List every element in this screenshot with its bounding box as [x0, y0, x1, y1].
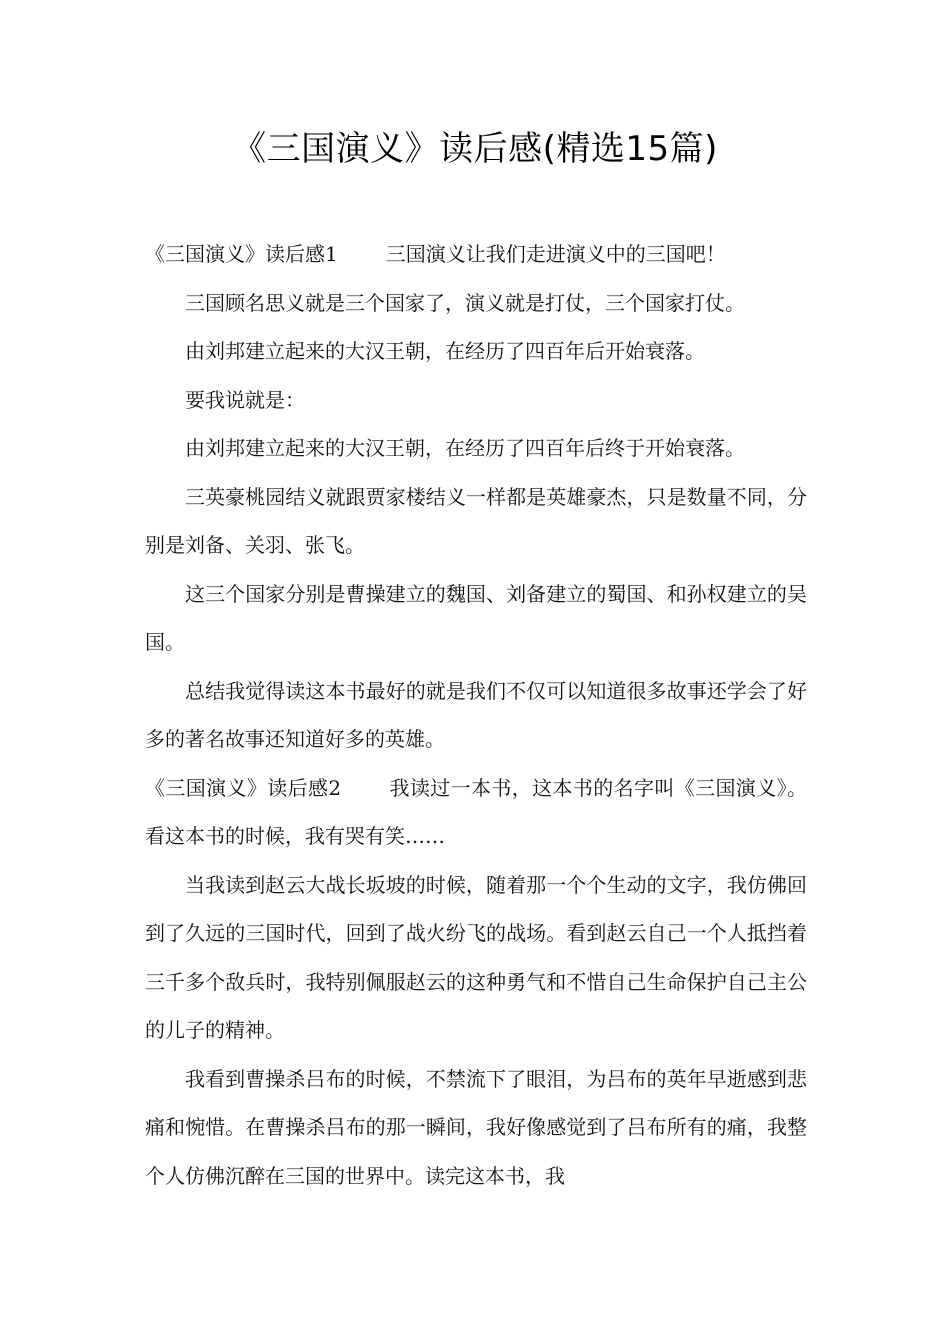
body-paragraph: 总结我觉得读这本书最好的就是我们不仅可以知道很多故事还学会了好多的著名故事还知道好多的英雄。	[145, 678, 807, 751]
section-heading: 《三国演义》读后感1	[145, 242, 338, 266]
section-heading-paragraph	[145, 230, 807, 279]
section-heading-paragraph	[145, 764, 807, 861]
section-heading: 《三国演义》读后感2	[145, 775, 342, 800]
document-body	[145, 230, 807, 1200]
body-paragraph: 由刘邦建立起来的大汉王朝，在经历了四百年后开始衰落。	[185, 339, 705, 363]
body-paragraph: 三英豪桃园结义就跟贾家楼结义一样都是英雄豪杰，只是数量不同，分别是刘备、关羽、张飞。	[145, 484, 807, 557]
body-paragraph: 我看到曹操杀吕布的时候，不禁流下了眼泪，为吕布的英年早逝感到悲痛和惋惜。在曹操杀吕布的那一瞬间，我好像感觉到了吕布所有的痛，我整个人仿佛沉醉在三国的世界中。读完这本书，我	[145, 1066, 807, 1188]
section-lead-text: 我读过一本书，这本书的名字叫《三国演义》。看这本书的时候，我有哭有笑……	[145, 775, 807, 848]
document-title: 《三国演义》读后感(精选15篇)	[232, 129, 718, 169]
body-paragraph: 当我读到赵云大战长坂坡的时候，随着那一个个生动的文字，我仿佛回到了久远的三国时代，回到了战火纷飞的战场。看到赵云自己一个人抵挡着三千多个敌兵时，我特别佩服赵云的这种勇气和不惜自己生命保护自己主公的儿子的精神。	[145, 872, 807, 1042]
body-paragraph: 三国顾名思义就是三个国家了，演义就是打仗，三个国家打仗。	[185, 290, 745, 315]
body-paragraph: 这三个国家分别是曹操建立的魏国、刘备建立的蜀国、和孙权建立的吴国。	[145, 581, 807, 654]
section-lead-text: 三国演义让我们走进演义中的三国吧！	[385, 242, 726, 266]
body-paragraph: 由刘邦建立起来的大汉王朝，在经历了四百年后终于开始衰落。	[185, 436, 745, 460]
body-paragraph: 要我说就是：	[185, 387, 305, 412]
